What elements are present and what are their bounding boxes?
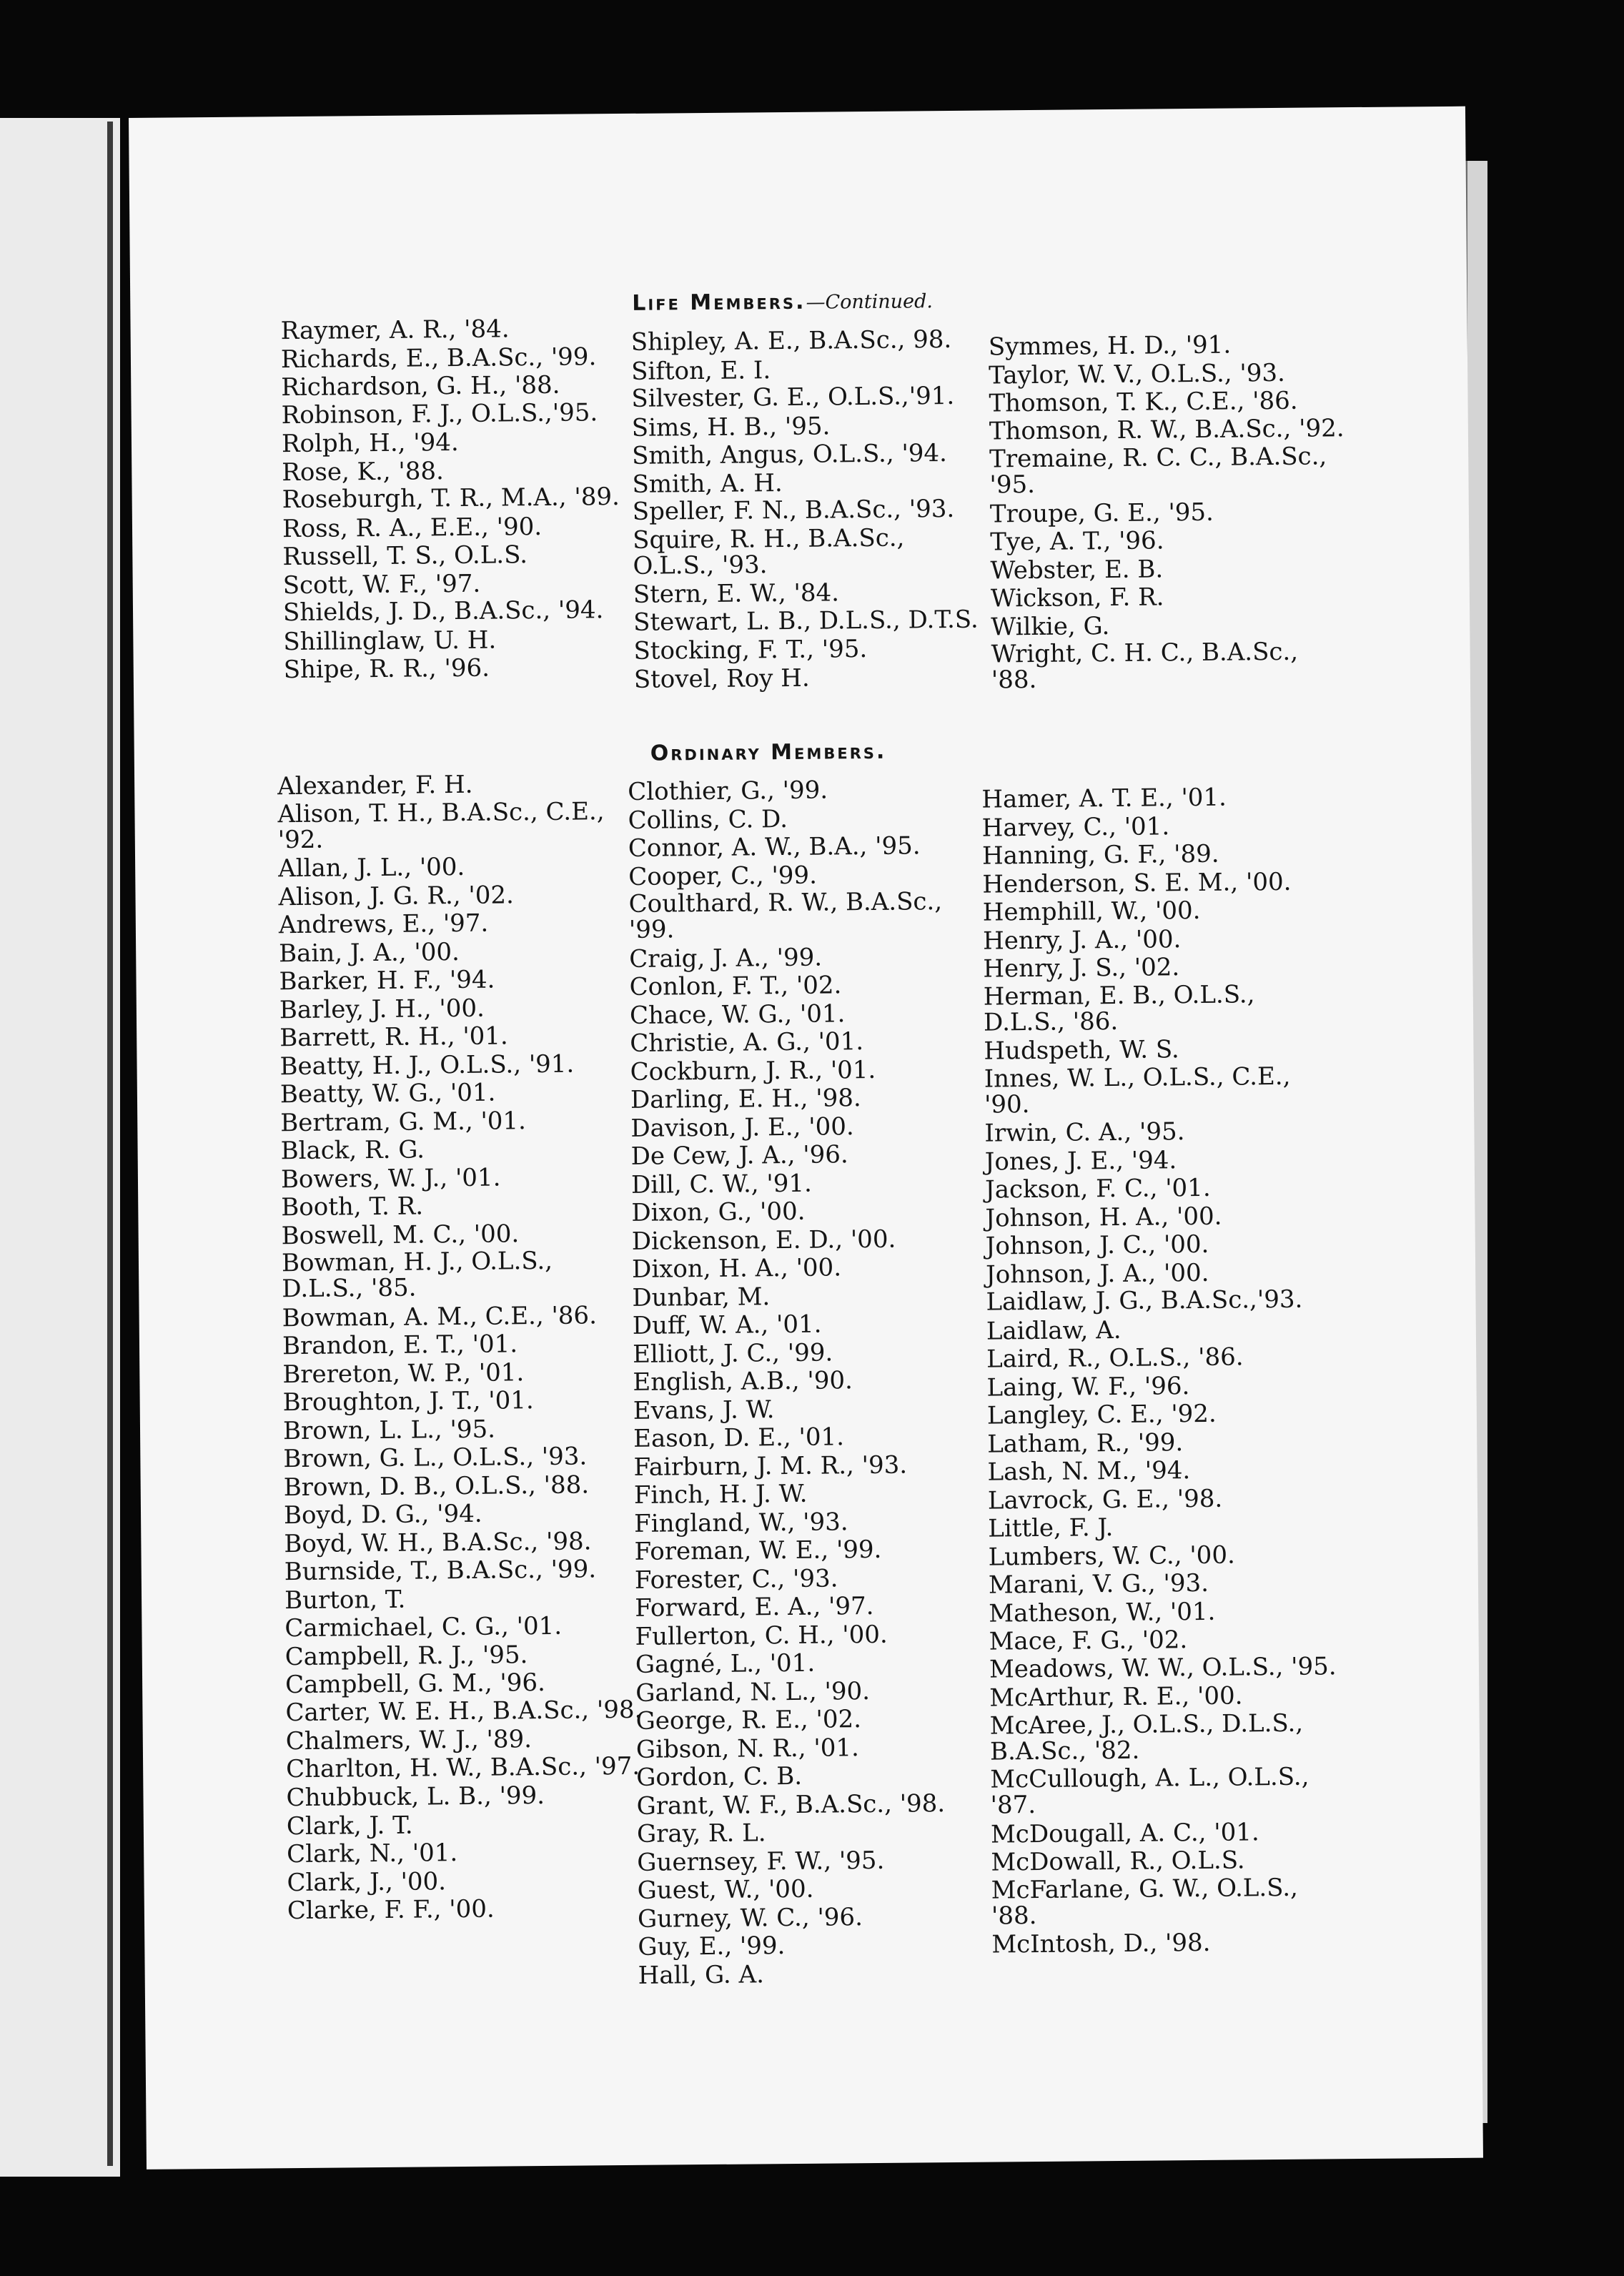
member-entry: Beatty, H. J., O.L.S., '91. — [279, 1049, 575, 1081]
member-entry: Henderson, S. E. M., '00. — [982, 867, 1292, 899]
member-entry: Brown, G. L., O.L.S., '93. — [283, 1442, 588, 1474]
life-members-column-1 — [280, 315, 640, 685]
member-entry: Wilkie, G. — [991, 611, 1110, 641]
member-entry: Hall, G. A. — [638, 1959, 765, 1990]
member-entry: Forester, C., '93. — [634, 1563, 838, 1595]
member-entry: Alison, J. G. R., '02. — [278, 880, 515, 911]
member-entry: Smith, A. H. — [632, 468, 783, 499]
member-entry: Wright, C. H. C., B.A.Sc., '88. — [991, 637, 1299, 695]
member-entry: Shillinglaw, U. H. — [283, 625, 497, 656]
member-entry: Gray, R. L. — [636, 1819, 766, 1849]
member-entry: Johnson, H. A., '00. — [985, 1202, 1222, 1233]
member-entry: Herman, E. B., O.L.S., D.L.S., '86. — [983, 979, 1255, 1037]
member-entry: Laing, W. F., '96. — [986, 1371, 1190, 1402]
member-entry: Langley, C. E., '92. — [986, 1399, 1217, 1430]
member-entry: George, R. E., '02. — [635, 1705, 862, 1736]
member-entry: Allan, J. L., '00. — [277, 852, 465, 884]
member-entry: Davison, J. E., '00. — [630, 1112, 854, 1143]
member-entry: Webster, E. B. — [990, 554, 1164, 585]
member-entry: Black, R. G. — [280, 1135, 425, 1166]
member-entry: McCullough, A. L., O.L.S., '87. — [990, 1762, 1309, 1820]
member-entry: Hamer, A. T. E., '01. — [981, 783, 1227, 814]
member-entry: Silvester, G. E., O.L.S.,'91. — [631, 381, 955, 413]
member-entry: Laird, R., O.L.S., '86. — [986, 1342, 1244, 1374]
member-entry: Lavrock, G. E., '98. — [987, 1484, 1223, 1515]
member-entry: Brown, L. L., '95. — [282, 1415, 496, 1445]
ordinary-members-heading: Ordinary Members. — [650, 738, 887, 766]
member-entry: Robinson, F. J., O.L.S.,'95. — [281, 397, 598, 430]
member-entry: Dill, C. W., '91. — [630, 1169, 812, 1199]
member-entry: Innes, W. L., O.L.S., C.E., '90. — [984, 1062, 1291, 1119]
member-entry: Booth, T. R. — [281, 1192, 424, 1222]
printed-page — [129, 107, 1483, 2169]
member-entry: Tremaine, R. C. C., B.A.Sc., '95. — [989, 442, 1327, 500]
member-entry: Clark, J. T. — [286, 1811, 413, 1841]
member-entry: Bertram, G. M., '01. — [280, 1106, 527, 1137]
member-entry: Harvey, C., '01. — [981, 811, 1170, 843]
member-entry: McDowall, R., O.L.S. — [991, 1846, 1245, 1877]
life-members-heading: Life Members.—Continued. — [632, 289, 934, 316]
member-entry: Eason, D. E., '01. — [633, 1422, 845, 1453]
member-entry: Guy, E., '99. — [638, 1931, 786, 1961]
facing-page-edge — [0, 118, 120, 2177]
member-entry: Stocking, F. T., '95. — [633, 635, 868, 666]
member-entry: Clark, N., '01. — [287, 1839, 458, 1869]
member-entry: Conlon, F. T., '02. — [629, 971, 842, 1001]
member-entry: Russell, T. S., O.L.S. — [282, 540, 528, 572]
member-entry: Fairburn, J. M. R., '93. — [633, 1450, 908, 1482]
member-entry: Symmes, H. D., '91. — [988, 330, 1232, 362]
member-entry: Scott, W. F., '97. — [282, 569, 481, 600]
member-entry: Johnson, J. C., '00. — [985, 1229, 1209, 1261]
member-entry: Rose, K., '88. — [282, 456, 444, 487]
member-entry: Carmichael, C. G., '01. — [284, 1611, 563, 1643]
member-entry: Duff, W. A., '01. — [632, 1310, 822, 1340]
member-entry: Sims, H. B., '95. — [631, 411, 831, 442]
member-entry: Jackson, F. C., '01. — [984, 1173, 1211, 1204]
member-entry: Troupe, G. E., '95. — [989, 498, 1214, 529]
member-entry: Tye, A. T., '96. — [990, 526, 1164, 557]
member-entry: Broughton, J. T., '01. — [282, 1386, 534, 1417]
member-entry: Elliott, J. C., '99. — [632, 1337, 833, 1369]
member-entry: Fingland, W., '93. — [634, 1507, 848, 1538]
member-entry: Thomson, T. K., C.E., '86. — [989, 386, 1298, 418]
member-entry: Hemphill, W., '00. — [982, 896, 1201, 927]
member-entry: Henry, J. S., '02. — [983, 953, 1180, 984]
member-entry: Gibson, N. R., '01. — [635, 1733, 859, 1764]
member-entry: Campbell, R. J., '95. — [284, 1640, 528, 1671]
member-entry: Forward, E. A., '97. — [635, 1591, 874, 1623]
member-entry: Stern, E. W., '84. — [633, 578, 840, 609]
member-entry: Barrett, R. H., '01. — [279, 1021, 508, 1053]
member-entry: Gagné, L., '01. — [635, 1648, 816, 1679]
member-entry: Alexander, F. H. — [277, 770, 473, 801]
member-entry: Cockburn, J. R., '01. — [630, 1055, 876, 1087]
member-entry: Raymer, A. R., '84. — [280, 315, 510, 346]
member-entry: Henry, J. A., '00. — [982, 924, 1182, 956]
member-entry: Richards, E., B.A.Sc., '99. — [280, 342, 597, 374]
member-entry: Shipley, A. E., B.A.Sc., 98. — [630, 325, 952, 357]
member-entry: Clarke, F. F., '00. — [287, 1894, 495, 1926]
member-entry: Little, F. J. — [988, 1513, 1114, 1543]
member-entry: Brereton, W. P., '01. — [282, 1357, 525, 1389]
member-entry: Gordon, C. B. — [636, 1761, 803, 1792]
member-entry: Dixon, G., '00. — [631, 1197, 806, 1227]
member-entry: Dickenson, E. D., '00. — [631, 1224, 896, 1256]
member-entry: De Cew, J. A., '96. — [630, 1140, 848, 1171]
ordinary-members-column-1 — [277, 770, 645, 1926]
member-entry: McFarlane, G. W., O.L.S., '88. — [991, 1873, 1299, 1931]
member-entry: Collins, C. D. — [628, 804, 788, 835]
member-entry: Chalmers, W. J., '89. — [285, 1725, 533, 1756]
member-entry: Evans, J. W. — [633, 1395, 775, 1425]
member-entry: Barker, H. F., '94. — [279, 965, 495, 996]
member-entry: Wickson, F. R. — [990, 583, 1164, 613]
member-entry: Marani, V. G., '93. — [988, 1568, 1209, 1600]
member-entry: Jones, J. E., '94. — [984, 1145, 1177, 1177]
member-entry: Grant, W. F., B.A.Sc., '98. — [636, 1788, 946, 1821]
member-entry: Brandon, E. T., '01. — [282, 1330, 518, 1361]
member-entry: Connor, A. W., B.A., '95. — [628, 831, 921, 863]
member-entry: Lumbers, W. C., '00. — [988, 1540, 1235, 1572]
member-entry: Rolph, H., '94. — [281, 427, 459, 459]
member-entry: McDougall, A. C., '01. — [990, 1817, 1259, 1849]
member-entry: Dunbar, M. — [632, 1282, 771, 1312]
ordinary-members-column-3 — [981, 783, 1349, 1959]
member-entry: Brown, D. B., O.L.S., '88. — [283, 1470, 590, 1502]
member-entry: McAree, J., O.L.S., D.L.S., B.A.Sc., '82. — [989, 1708, 1304, 1766]
member-entry: Speller, F. N., B.A.Sc., '93. — [632, 494, 955, 526]
member-entry: Finch, H. J. W. — [633, 1479, 808, 1510]
member-entry: Alison, T. H., B.A.Sc., C.E., '92. — [277, 796, 605, 854]
member-entry: Boswell, M. C., '00. — [281, 1219, 520, 1250]
member-entry: Coulthard, R. W., B.A.Sc., '99. — [628, 887, 943, 944]
member-entry: Boyd, W. H., B.A.Sc., '98. — [284, 1526, 592, 1558]
member-entry: Stewart, L. B., D.L.S., D.T.S. — [633, 605, 979, 637]
member-entry: McArthur, R. E., '00. — [989, 1681, 1243, 1713]
member-entry: Richardson, G. H., '88. — [281, 370, 560, 402]
member-entry: Laidlaw, A. — [986, 1315, 1122, 1346]
member-entry: Hanning, G. F., '89. — [981, 839, 1219, 871]
member-entry: Gurney, W. C., '96. — [637, 1902, 863, 1934]
member-entry: Lash, N. M., '94. — [987, 1456, 1191, 1487]
member-entry: Stovel, Roy H. — [633, 663, 810, 694]
member-entry: Guest, W., '00. — [637, 1874, 814, 1905]
member-entry: Fullerton, C. H., '00. — [635, 1620, 888, 1651]
member-entry: Smith, Angus, O.L.S., '94. — [631, 439, 948, 470]
member-entry: Johnson, J. A., '00. — [985, 1258, 1209, 1290]
member-entry: Burton, T. — [284, 1585, 406, 1615]
member-entry: Meadows, W. W., O.L.S., '95. — [989, 1651, 1337, 1684]
ordinary-members-column-2 — [628, 776, 996, 1990]
member-entry: Campbell, G. M., '96. — [284, 1668, 546, 1700]
member-entry: Matheson, W., '01. — [989, 1597, 1216, 1628]
member-entry: Burnside, T., B.A.Sc., '99. — [284, 1555, 597, 1587]
member-entry: Latham, R., '99. — [987, 1428, 1184, 1459]
member-entry: Clark, J., '00. — [287, 1866, 447, 1897]
life-members-column-3 — [989, 330, 1349, 696]
member-entry: Carter, W. E. H., B.A.Sc., '98. — [285, 1695, 643, 1727]
binding-shadow — [107, 122, 113, 2166]
member-entry: Taylor, W. V., O.L.S., '93. — [989, 358, 1285, 390]
member-entry: Andrews, E., '97. — [278, 909, 489, 940]
member-entry: Beatty, W. G., '01. — [279, 1078, 496, 1109]
member-entry: Craig, J. A., '99. — [629, 943, 823, 974]
member-entry: Guernsey, F. W., '95. — [637, 1846, 885, 1877]
member-entry: Foreman, W. E., '99. — [634, 1535, 882, 1566]
member-entry: Boyd, D. G., '94. — [283, 1499, 482, 1530]
member-entry: Bowers, W. J., '01. — [280, 1163, 501, 1194]
member-entry: Bowman, A. M., C.E., '86. — [282, 1300, 598, 1332]
member-entry: English, A.B., '90. — [633, 1366, 853, 1397]
member-entry: Shipe, R. R., '96. — [283, 653, 490, 685]
member-entry: Clothier, G., '99. — [628, 776, 828, 806]
member-entry: Ross, R. A., E.E., '90. — [282, 512, 543, 543]
member-entry: Cooper, C., '99. — [628, 861, 818, 891]
member-entry: Christie, A. G., '01. — [630, 1027, 864, 1058]
member-entry: Charlton, H. W., B.A.Sc., '97. — [285, 1751, 640, 1783]
member-entry: Thomson, R. W., B.A.Sc., '92. — [989, 413, 1345, 446]
member-entry: McIntosh, D., '98. — [991, 1928, 1211, 1959]
member-entry: Bowman, H. J., O.L.S., D.L.S., '85. — [281, 1246, 553, 1304]
member-entry: Squire, R. H., B.A.Sc., O.L.S., '93. — [633, 523, 905, 580]
member-entry: Garland, N. L., '90. — [635, 1676, 871, 1708]
member-entry: Darling, E. H., '98. — [630, 1084, 861, 1114]
member-entry: Mace, F. G., '02. — [989, 1626, 1188, 1656]
member-entry: Barley, J. H., '00. — [279, 994, 485, 1024]
member-entry: Roseburgh, T. R., M.A., '89. — [282, 483, 620, 515]
member-entry: Laidlaw, J. G., B.A.Sc.,'93. — [986, 1285, 1303, 1317]
member-entry: Hudspeth, W. S. — [984, 1035, 1179, 1066]
member-entry: Irwin, C. A., '95. — [984, 1117, 1185, 1148]
member-entry: Bain, J. A., '00. — [279, 937, 460, 968]
member-entry: Chace, W. G., '01. — [629, 999, 846, 1030]
member-entry: Shields, J. D., B.A.Sc., '94. — [282, 595, 604, 628]
life-members-column-2 — [631, 327, 991, 694]
member-entry: Chubbuck, L. B., '99. — [286, 1781, 545, 1813]
member-entry: Dixon, H. A., '00. — [631, 1253, 842, 1284]
member-entry: Sifton, E. I. — [630, 355, 771, 386]
